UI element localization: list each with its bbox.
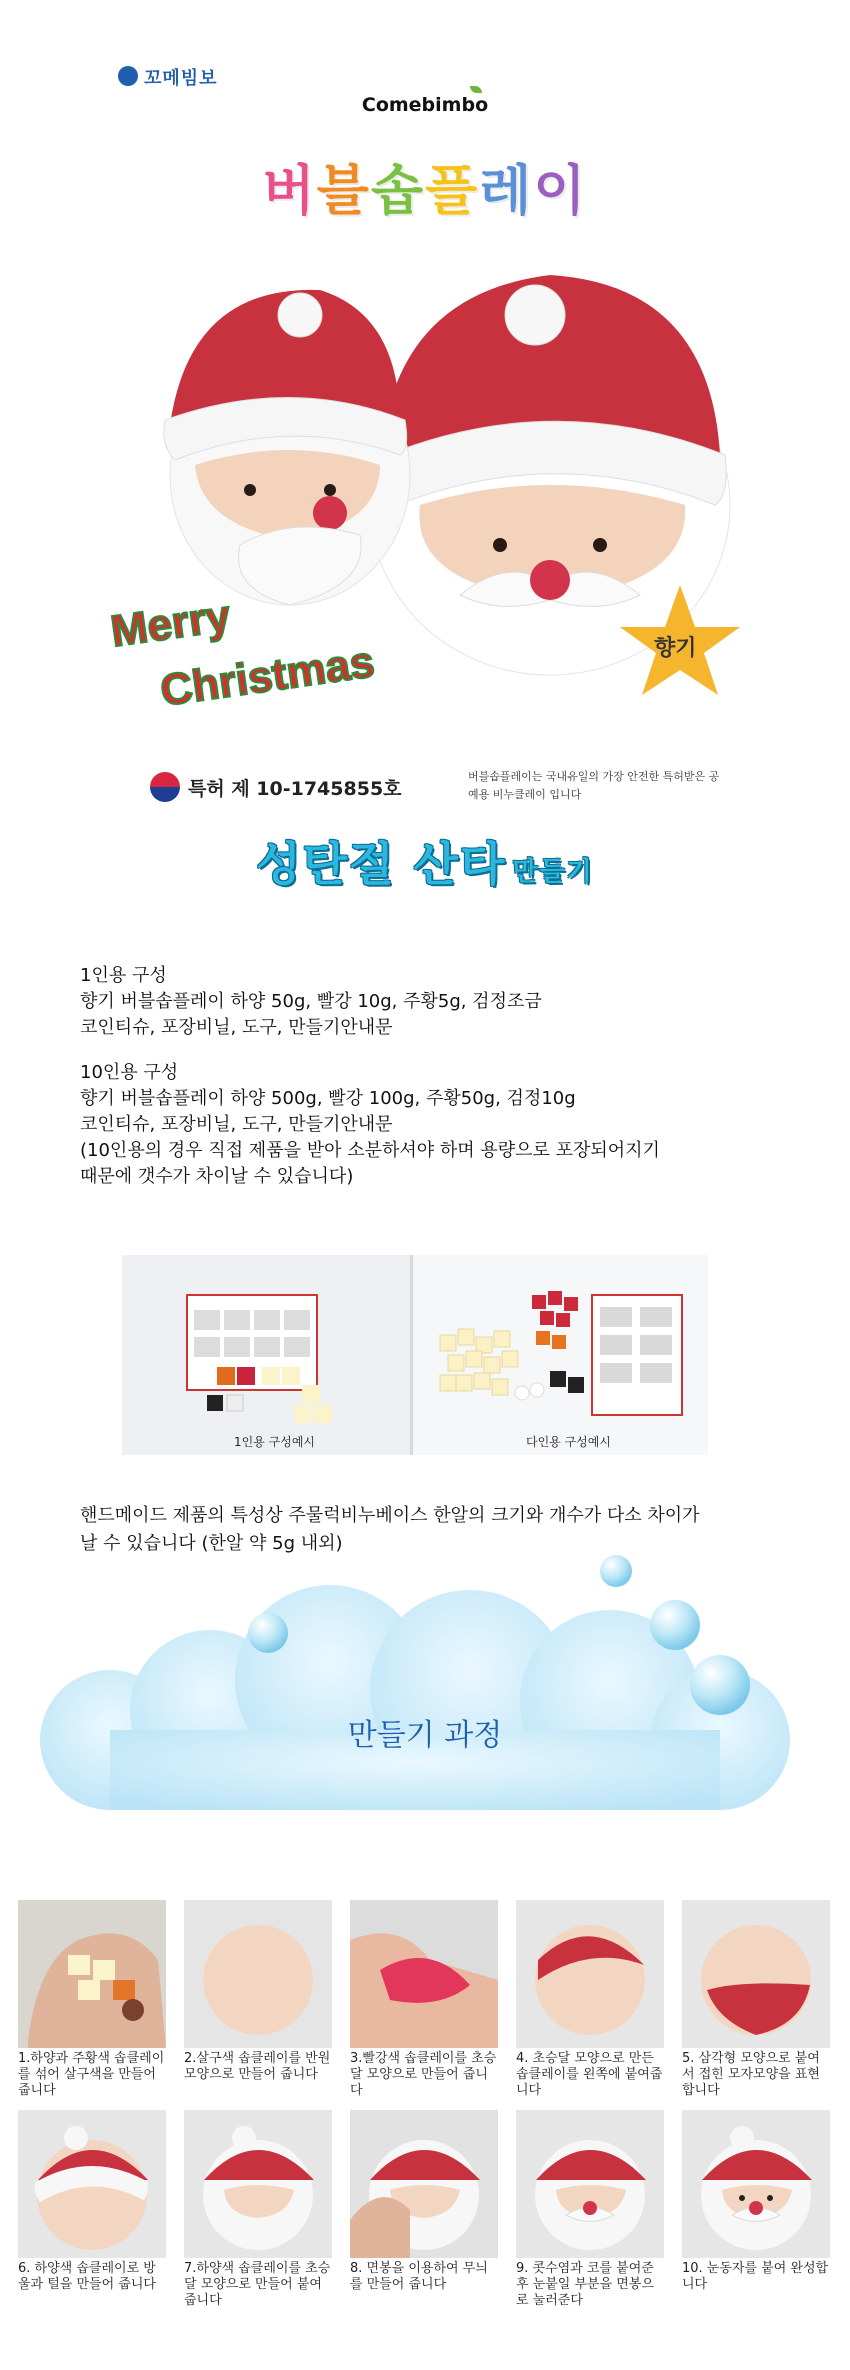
ten-line-2: 코인티슈, 포장비닐, 도구, 만들기안내문: [80, 1114, 393, 1135]
title-char: 솝: [370, 159, 425, 222]
ten-heading: 10인용 구성: [80, 1062, 179, 1083]
title-char: 플: [425, 159, 480, 222]
patent-info: [150, 772, 402, 802]
notice-line-1: 핸드메이드 제품의 특성상 주물럭비누베이스 한알의 크기와 개수가 다소 차이가: [80, 1505, 700, 1526]
step-caption: 4. 초승달 모양으로 만든 솝클레이를 왼쪽에 붙여줍니다: [516, 2051, 663, 2098]
single-composition: [80, 963, 542, 1041]
step-image: [516, 1900, 664, 2048]
product-title: [0, 148, 850, 225]
section-title-suffix: 만들기: [512, 857, 594, 887]
brand-korean-name: 꼬메빔보: [144, 68, 218, 89]
composition-photo-image: [122, 1255, 708, 1455]
step-caption: 7.하양색 솝클레이를 초승달 모양으로 만들어 붙여 줍니다: [184, 2261, 331, 2308]
step-image: [184, 1900, 332, 2048]
title-char: 이: [533, 159, 588, 222]
step-3: [350, 1900, 500, 2099]
step-image: [350, 1900, 498, 2048]
title-char: 레: [479, 159, 534, 222]
taegeuk-emblem-icon: [150, 772, 180, 802]
step-caption: 1.하양과 주황색 솝클레이를 섞어 살구색을 만들어 줍니다: [18, 2051, 165, 2098]
step-caption: 3.빨강색 솝클레이를 초승달 모양으로 만들어 줍니다: [350, 2051, 497, 2098]
step-2: [184, 1900, 334, 2083]
step-5: [682, 1900, 832, 2099]
photo-caption-single: 1인용 구성예시: [234, 1435, 316, 1449]
ten-line-1: 향기 버블솝플레이 하양 500g, 빨강 100g, 주황50g, 검정10g: [80, 1088, 576, 1109]
greeting-christmas: Christmas: [157, 637, 378, 716]
single-line-1: 향기 버블솝플레이 하양 50g, 빨강 10g, 주황5g, 검정조금: [80, 991, 542, 1012]
title-char: 버: [262, 159, 317, 222]
step-6: [18, 2110, 168, 2293]
brand-english-name: Comebimbo: [361, 94, 489, 116]
greeting-merry: Merry: [107, 591, 234, 657]
single-line-2: 코인티슈, 포장비닐, 도구, 만들기안내문: [80, 1017, 393, 1038]
leaf-icon: [470, 86, 482, 93]
step-1: [18, 1900, 168, 2099]
step-4: [516, 1900, 666, 2099]
step-image: [184, 2110, 332, 2258]
ten-line-3: (10인용의 경우 직접 제품을 받아 소분하셔야 하며 용량으로 포장되어지기: [80, 1140, 660, 1161]
single-heading: 1인용 구성: [80, 965, 167, 986]
step-image: [682, 2110, 830, 2258]
star-label: 향기: [654, 636, 697, 661]
composition-photos: [122, 1255, 708, 1455]
process-title: 만들기 과정: [347, 1718, 503, 1753]
section-title-main: 성탄절 산타: [256, 837, 507, 891]
step-caption: 9. 콧수염과 코를 붙여준 후 눈붙일 부분을 면봉으로 눌러준다: [516, 2261, 654, 2308]
patent-number: 특허 제 10-1745855호: [188, 777, 402, 800]
santa-hero-image: [107, 255, 750, 725]
step-image: [18, 2110, 166, 2258]
step-7: [184, 2110, 334, 2309]
step-caption: 5. 삼각형 모양으로 붙여서 접힌 모자모양을 표현합니다: [682, 2051, 820, 2098]
step-caption: 6. 하양색 솝클레이로 방울과 털을 만들어 줍니다: [18, 2261, 156, 2292]
step-10: [682, 2110, 832, 2293]
step-image: [350, 2110, 498, 2258]
step-9: [516, 2110, 666, 2309]
notice-line-2: 날 수 있습니다 (한알 약 5g 내외): [80, 1533, 343, 1554]
step-caption: 2.살구색 솝클레이를 반원모양으로 만들어 줍니다: [184, 2051, 331, 2082]
ten-composition: [80, 1060, 660, 1190]
section-title: [0, 828, 850, 894]
bubble-cloud-decoration: [0, 1530, 850, 1830]
step-image: [682, 1900, 830, 2048]
title-char: 블: [316, 159, 371, 222]
step-image: [18, 1900, 166, 2048]
photo-caption-multi: 다인용 구성예시: [526, 1435, 611, 1449]
patent-note: 버블솝플레이는 국내유일의 가장 안전한 특허받은 공예용 비누클레이 입니다: [468, 770, 720, 801]
small-santa: [164, 290, 410, 605]
step-8: [350, 2110, 500, 2293]
step-image: [516, 2110, 664, 2258]
step-caption: 8. 면봉을 이용하여 무늬를 만들어 줍니다: [350, 2261, 488, 2292]
step-caption: 10. 눈동자를 붙여 완성합니다: [682, 2261, 829, 2292]
ten-line-4: 때문에 갯수가 차이날 수 있습니다): [80, 1166, 354, 1187]
